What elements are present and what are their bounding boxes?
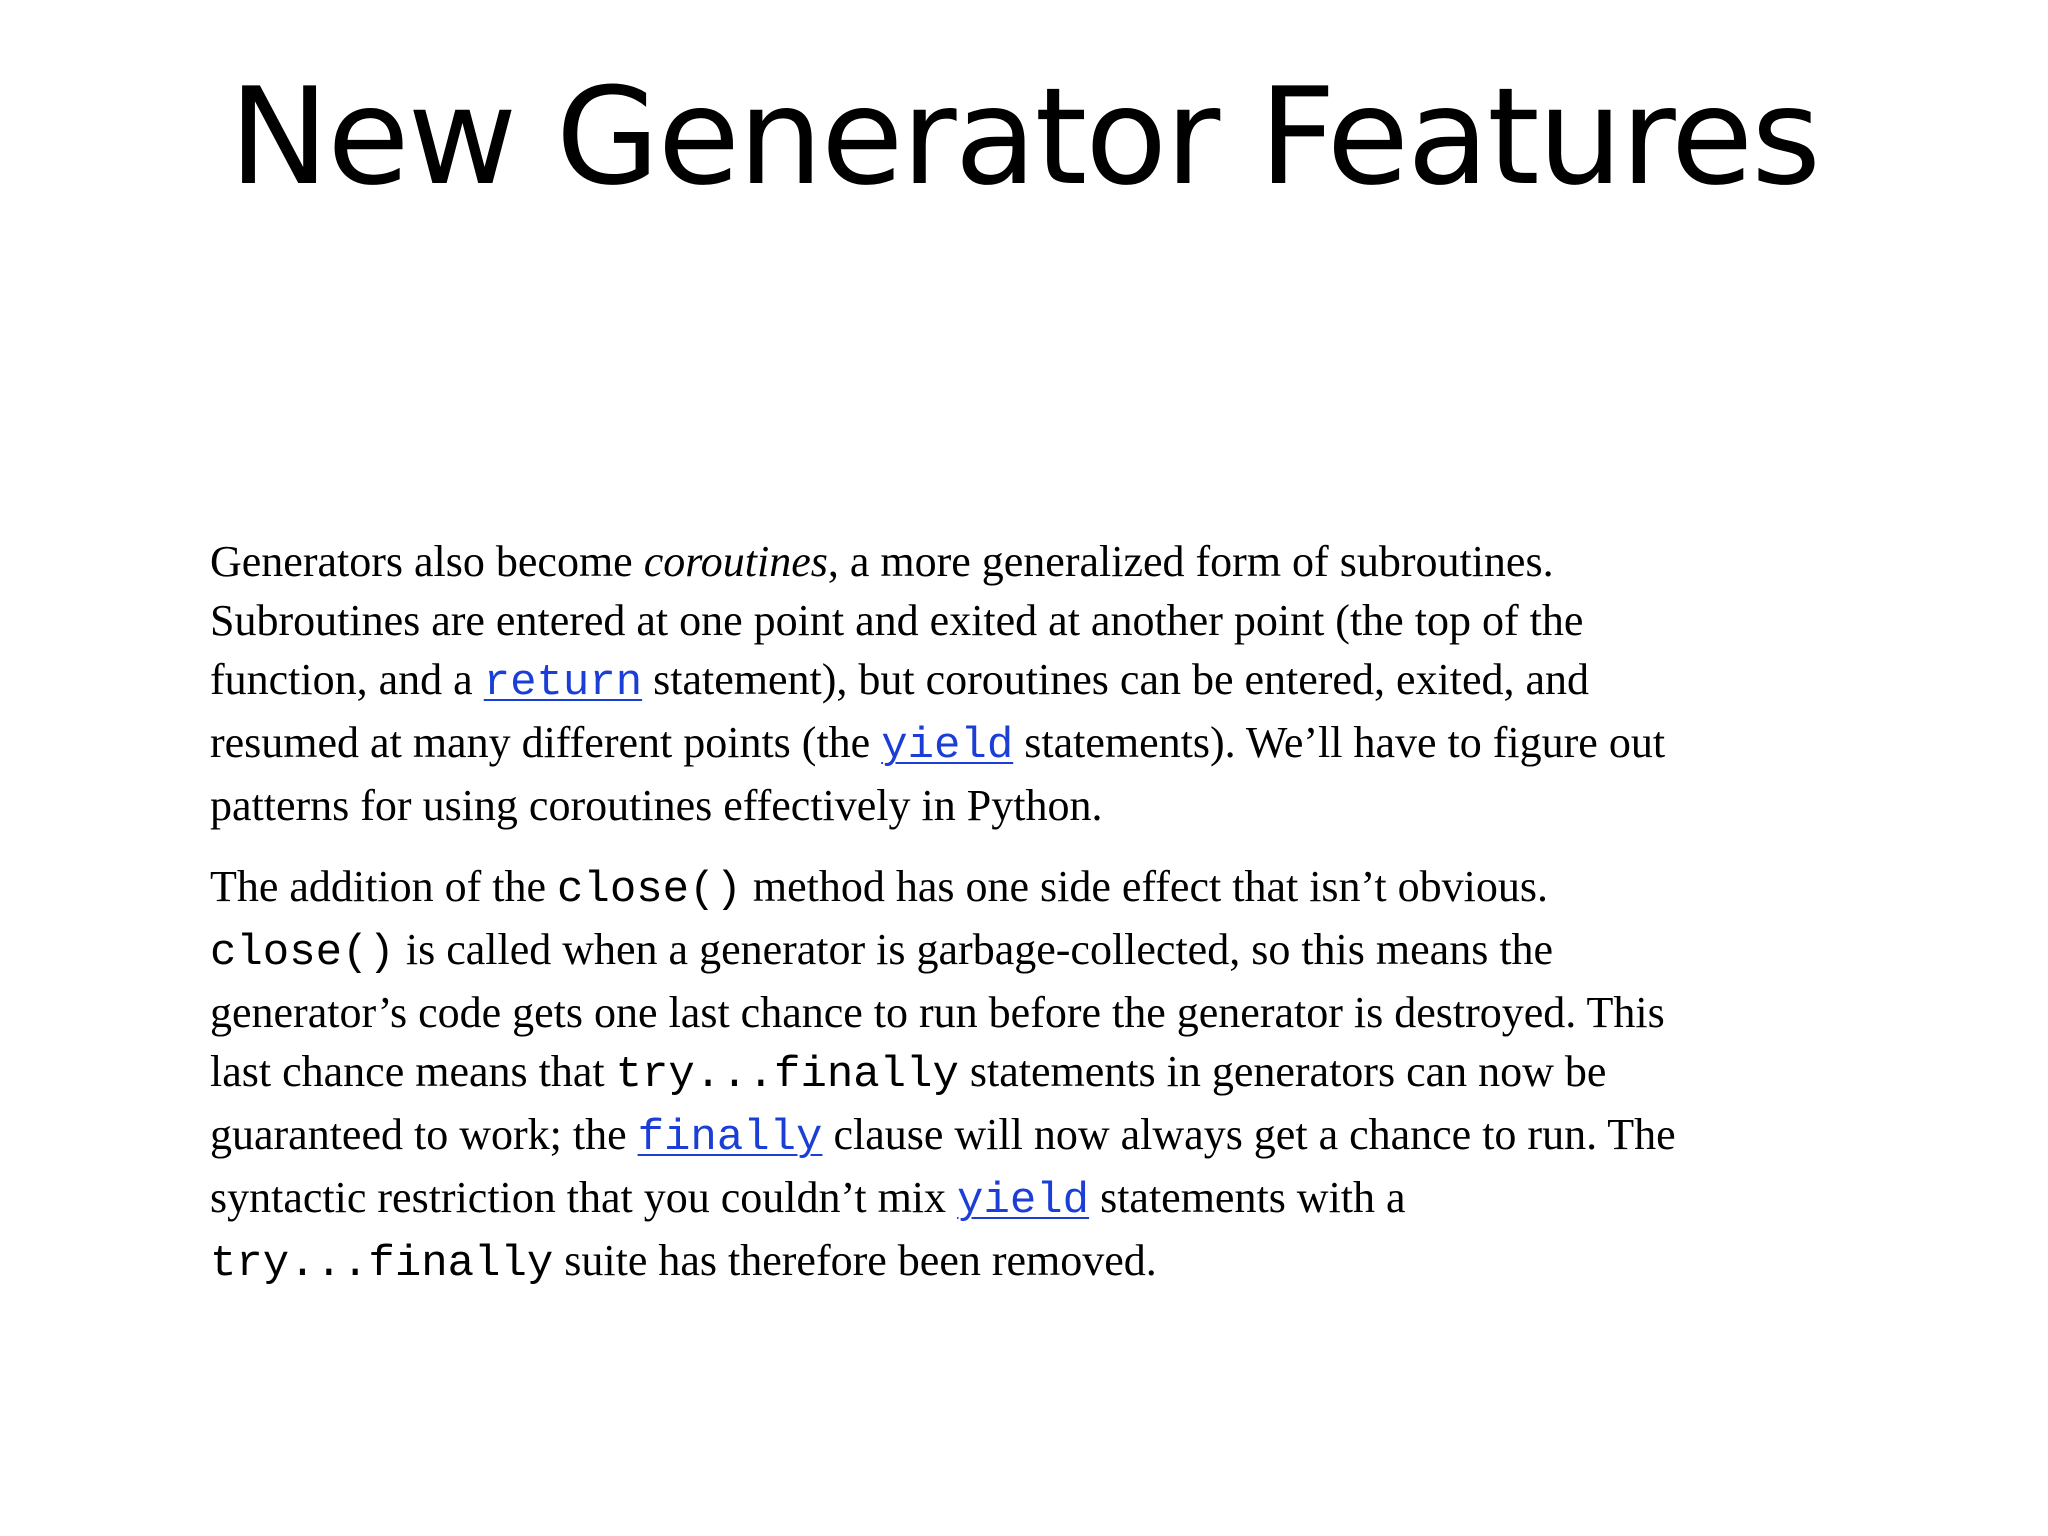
text-span: The addition of the bbox=[210, 862, 558, 911]
code-try-finally: try...finally bbox=[210, 1239, 554, 1289]
paragraph-coroutines bbox=[210, 532, 1850, 835]
yield-link[interactable]: yield bbox=[957, 1176, 1090, 1226]
text-line bbox=[210, 920, 1850, 983]
text-span: Generators also become bbox=[210, 537, 644, 586]
slide-title: New Generator Features bbox=[228, 59, 1820, 215]
text-span: syntactic restriction that you couldn’t mix bbox=[210, 1173, 958, 1222]
text-span: last chance means that bbox=[210, 1047, 616, 1096]
text-span: is called when a generator is garbage-collected, so this means the bbox=[394, 925, 1554, 974]
text-line bbox=[210, 857, 1850, 920]
finally-link[interactable]: finally bbox=[637, 1113, 823, 1163]
yield-link[interactable]: yield bbox=[881, 721, 1014, 771]
text-span: clause will now always get a chance to run. The bbox=[822, 1110, 1676, 1159]
text-line bbox=[210, 1105, 1850, 1168]
text-span: statements). We’ll have to figure out bbox=[1013, 718, 1666, 767]
text-line bbox=[210, 1042, 1850, 1105]
text-span: statements in generators can now be bbox=[958, 1047, 1607, 1096]
text-span: statement), but coroutines can be entered, exited, and bbox=[642, 655, 1589, 704]
text-line: Subroutines are entered at one point and exited at another point (the top of the bbox=[210, 596, 1584, 645]
text-span: resumed at many different points (the bbox=[210, 718, 882, 767]
text-line bbox=[210, 532, 1850, 591]
text-span: function, and a bbox=[210, 655, 484, 704]
code-close: close() bbox=[557, 865, 742, 915]
code-close: close() bbox=[210, 928, 395, 978]
emphasis-coroutines: coroutines bbox=[643, 537, 828, 586]
paragraph-close-method bbox=[210, 857, 1850, 1294]
text-span: , a more generalized form of subroutines. bbox=[827, 537, 1554, 586]
text-span: guaranteed to work; the bbox=[210, 1110, 638, 1159]
text-span: method has one side effect that isn’t obvious. bbox=[741, 862, 1548, 911]
text-span: suite has therefore been removed. bbox=[553, 1236, 1157, 1285]
text-line: patterns for using coroutines effectively in Python. bbox=[210, 781, 1103, 830]
slide-body bbox=[210, 532, 1850, 1294]
text-line bbox=[210, 650, 1850, 713]
text-line: generator’s code gets one last chance to run before the generator is destroyed. This bbox=[210, 988, 1665, 1037]
code-try-finally: try...finally bbox=[615, 1050, 959, 1100]
text-line bbox=[210, 1231, 1850, 1294]
text-span: statements with a bbox=[1089, 1173, 1406, 1222]
text-line bbox=[210, 713, 1850, 776]
return-link[interactable]: return bbox=[483, 658, 643, 708]
text-line bbox=[210, 1168, 1850, 1231]
